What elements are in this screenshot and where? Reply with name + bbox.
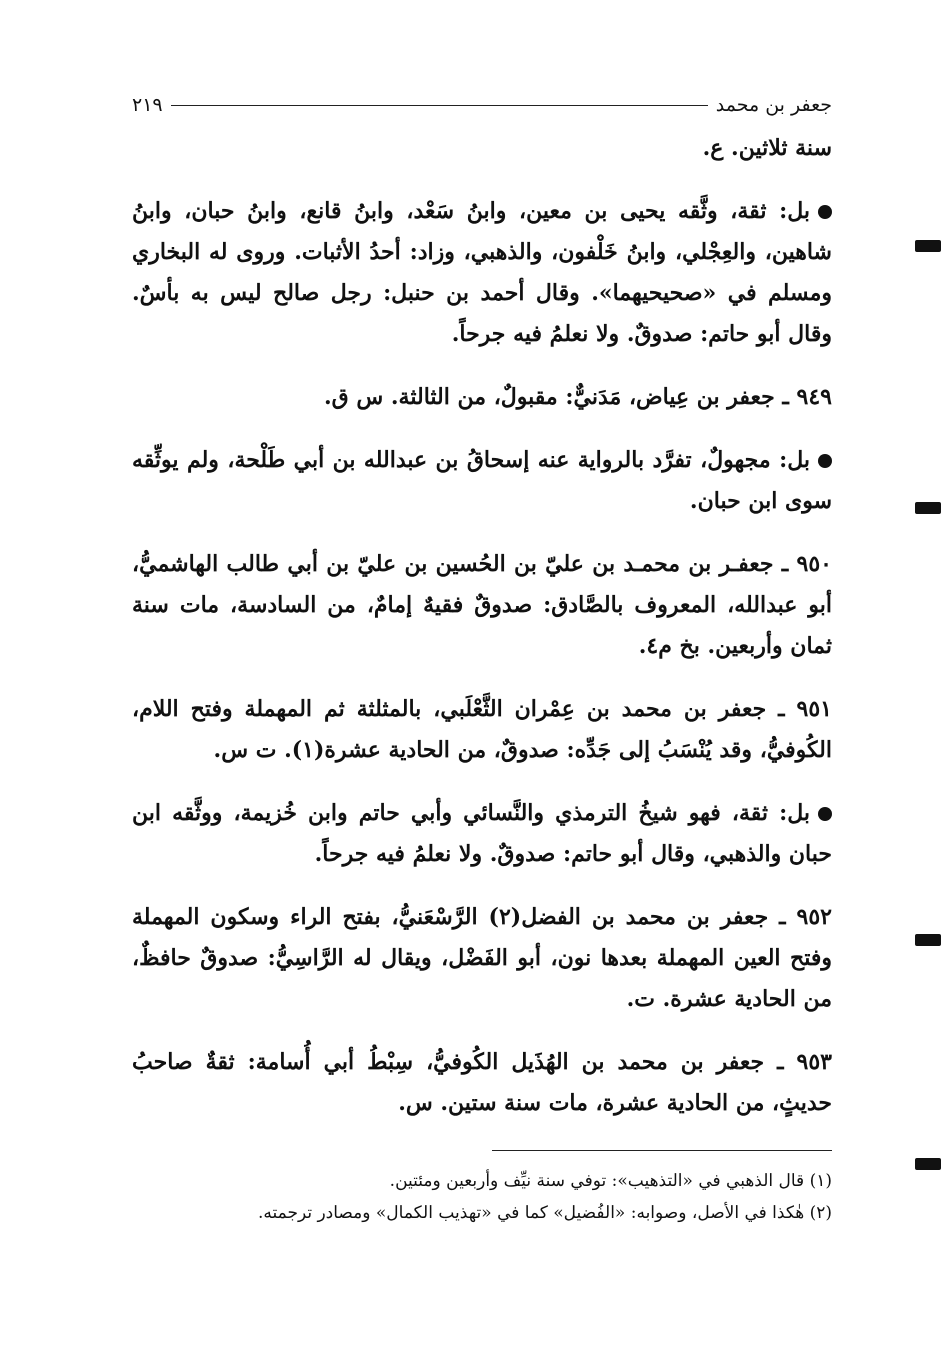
header-title: جعفر بن محمد bbox=[715, 94, 832, 116]
margin-tab-marks bbox=[915, 0, 945, 1355]
paragraph-8: ٩٥٣ ـ جعفر بن محمد بن الهُذَيل الكُوفيُّ، سِبْطُ أبي أُسامة: ثقةٌ صاحبُ حديثٍ، من الحادية عشرة، مات سنة ستين. س. bbox=[132, 1049, 832, 1116]
header-rule bbox=[171, 105, 708, 106]
page-number: ٢١٩ bbox=[132, 94, 163, 116]
running-header bbox=[132, 88, 832, 122]
document-page bbox=[132, 88, 832, 1229]
footnote-1: (١) قال الذهبي في «التذهيب»: توفي سنة نيِّف وأربعين ومئتين. bbox=[389, 1171, 832, 1191]
paragraph-0: سنة ثلاثين. ع. bbox=[702, 135, 832, 161]
paragraph-4: ٩٥٠ ـ جعفـر بن محمـد بن عليّ بن الحُسين بن عليّ بن أبي طالب الهاشميُّ، أبو عبدالله، المعروف بالصَّادق: صدوقٌ فقيهٌ إمامٌ، من السادسة، مات سنة ثمان وأربعين. بخ م٤. bbox=[132, 551, 832, 659]
bullet-dot-icon bbox=[818, 454, 832, 468]
paragraph-3: بل: مجهولٌ، تفرَّد بالرواية عنه إسحاقُ بن عبدالله بن أبي طَلْحة، ولم يوثِّقه سوى ابن حبان. bbox=[132, 447, 832, 514]
margin-tab-mark bbox=[915, 240, 941, 252]
margin-tab-mark bbox=[915, 934, 941, 946]
paragraph-1: بل: ثقة، وثَّقه يحيى بن معين، وابنُ سَعْد، وابنُ قانع، وابنُ حبان، وابنُ شاهين، والعِجْلي، وابنُ خَلْفون، والذهبي، وزاد: أحدُ الأثبات. وروى له البخاري ومسلم في «صحيحيهما». وقال أحمد بن حنبل: رجل صالح ليس به بأسٌ. وقال أبو حاتم: صدوقٌ. ولا نعلمُ فيه جرحاً. bbox=[132, 198, 832, 347]
paragraph-7: ٩٥٢ ـ جعفر بن محمد بن الفضل(٢) الرَّسْعَنيُّ، بفتح الراء وسكون المهملة وفتح العين المهملة بعدها نون، أبو الفَضْل، ويقال له الرَّاسِيُّ: صدوقٌ حافظٌ، من الحادية عشرة. ت. bbox=[132, 904, 832, 1012]
bullet-dot-icon bbox=[818, 807, 832, 821]
bullet-dot-icon bbox=[818, 205, 832, 219]
footnote-2: (٢) هٰكذا في الأصل، وصوابه: «الفُضيل» كما في «تهذيب الكمال» ومصادر ترجمته. bbox=[257, 1203, 832, 1223]
margin-tab-mark bbox=[915, 1158, 941, 1170]
paragraph-2: ٩٤٩ ـ جعفر بن عِياض، مَدَنيٌّ: مقبولٌ، من الثالثة. س ق. bbox=[324, 384, 832, 410]
footnote-separator bbox=[492, 1150, 832, 1151]
paragraph-5: ٩٥١ ـ جعفر بن محمد بن عِمْران الثَّعْلَبي، بالمثلثة ثم المهملة وفتح اللام، الكُوفيُّ، وقد يُنْسَبُ إلى جَدِّه: صدوقٌ، من الحادية عشرة(١). ت س. bbox=[132, 696, 832, 763]
margin-tab-mark bbox=[915, 502, 941, 514]
paragraph-6: بل: ثقة، فهو شيخُ الترمذي والنَّسائي وأبي حاتم وابن خُزيمة، ووثَّقه ابن حبان والذهبي، وقال أبو حاتم: صدوقٌ. ولا نعلمُ فيه جرحاً. bbox=[132, 800, 832, 867]
